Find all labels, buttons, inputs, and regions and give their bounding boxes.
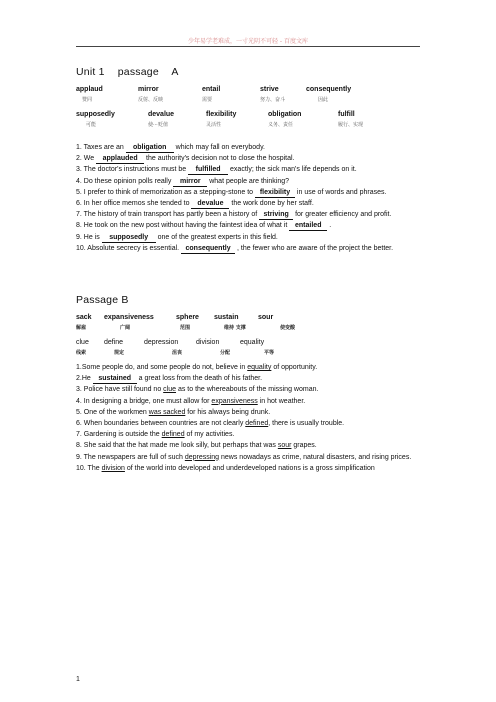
vocab-meaning: 使⋯贬值 — [148, 122, 169, 128]
exercise-sentence — [76, 418, 420, 429]
vocab-word: obligation — [268, 111, 302, 118]
exercise-sentence — [76, 440, 420, 451]
passage-a-vocab — [76, 86, 420, 128]
sentence-text: 1. Taxes are an — [76, 144, 126, 151]
vocab-meaning-row — [76, 324, 420, 331]
vocab-word: entail — [202, 86, 221, 93]
sentence-text: 9. He is — [76, 233, 102, 241]
sentence-text: 10. The — [76, 464, 102, 472]
exercise-sentence — [76, 407, 420, 418]
vocab-meaning: 广阔 — [120, 325, 131, 332]
answer-underlined: expansiveness — [211, 397, 258, 405]
exercise-sentence — [76, 164, 420, 175]
vocab-word-row — [76, 339, 420, 346]
sentence-text: a great loss from the death of his father. — [136, 375, 263, 383]
exercise-sentence — [76, 243, 420, 254]
answer-blank: consequently — [181, 245, 235, 254]
exercise-sentence — [76, 209, 420, 220]
sentence-text: , the fewer who are aware of the project the better. — [235, 244, 394, 252]
sentence-text: . — [327, 222, 332, 230]
vocab-meaning: 灵活性 — [206, 122, 222, 128]
sentence-text: the authority's decision not to close the hospital. — [144, 155, 295, 163]
vocab-meaning-row — [76, 121, 420, 128]
answer-blank: devalue — [191, 200, 229, 209]
sentence-text: of opportunity. — [271, 364, 318, 372]
vocab-meaning: 线索 — [76, 350, 87, 357]
vocab-meaning: 需要 — [202, 97, 213, 103]
exercise-sentence — [76, 362, 420, 373]
vocab-word: strive — [260, 86, 279, 93]
sentence-text: one of the greatest experts in this field. — [155, 233, 278, 241]
exercise-sentence — [76, 198, 420, 209]
passage-b-exercises — [76, 362, 420, 474]
answer-blank: striving — [259, 211, 293, 220]
exercise-sentence — [76, 187, 420, 198]
exercise-sentence — [76, 142, 420, 153]
vocab-word: devalue — [148, 111, 175, 118]
vocab-meaning: 使变酸 — [280, 325, 296, 332]
vocab-meaning: 义务、责任 — [268, 122, 294, 128]
sentence-text: 7. Gardening is outside the — [76, 431, 162, 439]
passage-letter: A — [171, 66, 179, 78]
vocab-word: supposedly — [76, 111, 115, 118]
exercise-sentence — [76, 153, 420, 164]
vocab-meaning: 维持 支撑 — [224, 325, 246, 332]
sentence-text: as to the whereabouts of the missing woman. — [176, 386, 319, 394]
vocab-word: depression — [144, 339, 179, 347]
sentence-text: 8. She said that the hat made me look silly, but perhaps that was — [76, 442, 278, 450]
sentence-text: 1.Some people do, and some people do not, believe in — [76, 364, 248, 372]
passage-b-title: Passage B — [76, 294, 129, 307]
exercise-sentence — [76, 220, 420, 231]
sentence-text: exactly; the sick man's life depends on it. — [228, 166, 357, 174]
exercise-sentence — [76, 429, 420, 440]
vocab-meaning: 范围 — [180, 325, 191, 332]
sentence-text: 6. In her office memos she tended to — [76, 200, 192, 208]
vocab-word: consequently — [306, 86, 352, 93]
exercise-sentence — [76, 176, 420, 187]
sentence-text: grapes. — [291, 442, 317, 450]
unit-title — [76, 66, 420, 78]
sentence-text: 5. One of the workmen — [76, 408, 149, 416]
vocab-word: mirror — [138, 86, 159, 93]
answer-underlined: equality — [247, 364, 272, 372]
sentence-text: 5. I prefer to think of memorization as a stepping-stone to — [76, 188, 255, 196]
passage-label: passage — [117, 66, 159, 78]
sentence-text: for his always being drunk. — [185, 408, 271, 416]
sentence-text: 3. The doctor's instructions must be — [76, 166, 189, 174]
vocab-meaning: 因此 — [318, 97, 329, 103]
sentence-text: 6. When boundaries between countries are not clearly — [76, 420, 246, 428]
vocab-word: sustain — [214, 314, 239, 322]
answer-blank: obligation — [126, 144, 174, 153]
sentence-text: in hot weather. — [257, 397, 306, 405]
vocab-meaning: 分配 — [220, 350, 231, 357]
exercise-sentence — [76, 384, 420, 395]
sentence-text: 7. The history of train transport has partly been a history of — [76, 211, 260, 219]
sentence-text: 8. He took on the new post without having the faintest idea of what it — [76, 222, 290, 230]
document-body — [76, 66, 420, 474]
sentence-text: , there is usually trouble. — [268, 420, 345, 428]
page-header: 少年易学老难成，一寸光阴不可轻 - 百度文库 — [188, 38, 308, 45]
vocab-word-row — [76, 86, 420, 93]
sentence-text: for greater efficiency and profit. — [293, 211, 392, 219]
vocab-word: sphere — [176, 314, 199, 322]
answer-underlined: was sacked — [148, 408, 186, 416]
sentence-text: in use of words and phrases. — [294, 188, 387, 196]
vocab-meaning: 可能 — [86, 122, 97, 128]
answer-blank: entailed — [289, 222, 327, 231]
vocab-meaning: 解雇 — [76, 325, 87, 332]
vocab-word: sack — [76, 314, 92, 322]
vocab-meaning-row — [76, 349, 420, 356]
sentence-text: of my activities. — [184, 431, 235, 439]
answer-underlined: sour — [277, 442, 292, 450]
sentence-text: 10. Absolute secrecy is essential. — [76, 244, 182, 252]
vocab-word: clue — [76, 339, 89, 347]
sentence-text: 4. In designing a bridge, one must allow for — [76, 397, 212, 405]
answer-blank: applauded — [96, 155, 144, 164]
exercise-sentence — [76, 463, 420, 474]
answer-blank: mirror — [173, 178, 207, 187]
sentence-text: what people are thinking? — [207, 177, 290, 185]
vocab-meaning: 沮丧 — [172, 350, 183, 357]
exercise-sentence — [76, 373, 420, 384]
sentence-text: 4. Do these opinion polls really — [76, 177, 174, 185]
answer-blank: sustained — [93, 375, 137, 384]
vocab-word: applaud — [76, 86, 103, 93]
passage-a-exercises — [76, 142, 420, 254]
answer-underlined: defined — [161, 431, 185, 439]
vocab-meaning-row — [76, 96, 420, 103]
sentence-text: which may fall on everybody. — [173, 144, 265, 151]
passage-b-vocab — [76, 314, 420, 356]
unit-label: Unit 1 — [76, 66, 105, 78]
answer-underlined: clue — [163, 386, 177, 394]
vocab-meaning: 反射、反映 — [138, 97, 164, 103]
answer-underlined: defined — [245, 420, 269, 428]
vocab-word: define — [104, 339, 124, 347]
answer-underlined: depressing — [184, 453, 220, 461]
vocab-meaning: 努力、奋斗 — [260, 97, 286, 103]
sentence-text: news nowadays as crime, natural disasters, and rising prices. — [219, 453, 412, 461]
vocab-word: division — [196, 339, 220, 347]
exercise-sentence — [76, 232, 420, 243]
sentence-text: 9. The newspapers are full of such — [76, 453, 185, 461]
vocab-meaning: 平等 — [264, 350, 275, 357]
answer-underlined: division — [101, 464, 125, 472]
page-number: 1 — [76, 676, 80, 683]
header-rule — [76, 46, 420, 47]
sentence-text: the work done by her staff. — [229, 200, 314, 208]
exercise-sentence — [76, 452, 420, 463]
sentence-text: of the world into developed and underdeveloped nations is a gross simplification — [124, 464, 375, 472]
answer-blank: flexibility — [255, 189, 295, 198]
vocab-word-row — [76, 111, 420, 118]
sentence-text: 3. Police have still found no — [76, 386, 164, 394]
vocab-meaning: 履行、实现 — [338, 122, 364, 128]
answer-blank: fulfilled — [188, 166, 228, 175]
vocab-word: flexibility — [206, 111, 237, 118]
vocab-word: sour — [258, 314, 274, 322]
vocab-word-row — [76, 314, 420, 321]
answer-blank: supposedly — [102, 234, 156, 243]
vocab-meaning: 规定 — [114, 350, 125, 357]
vocab-meaning: 赞同 — [82, 97, 93, 103]
vocab-word: expansiveness — [104, 314, 154, 322]
vocab-word: equality — [240, 339, 265, 347]
exercise-sentence — [76, 396, 420, 407]
vocab-word: fulfill — [338, 111, 355, 118]
sentence-text: 2. We — [76, 155, 97, 163]
sentence-text: 2.He — [76, 375, 93, 383]
